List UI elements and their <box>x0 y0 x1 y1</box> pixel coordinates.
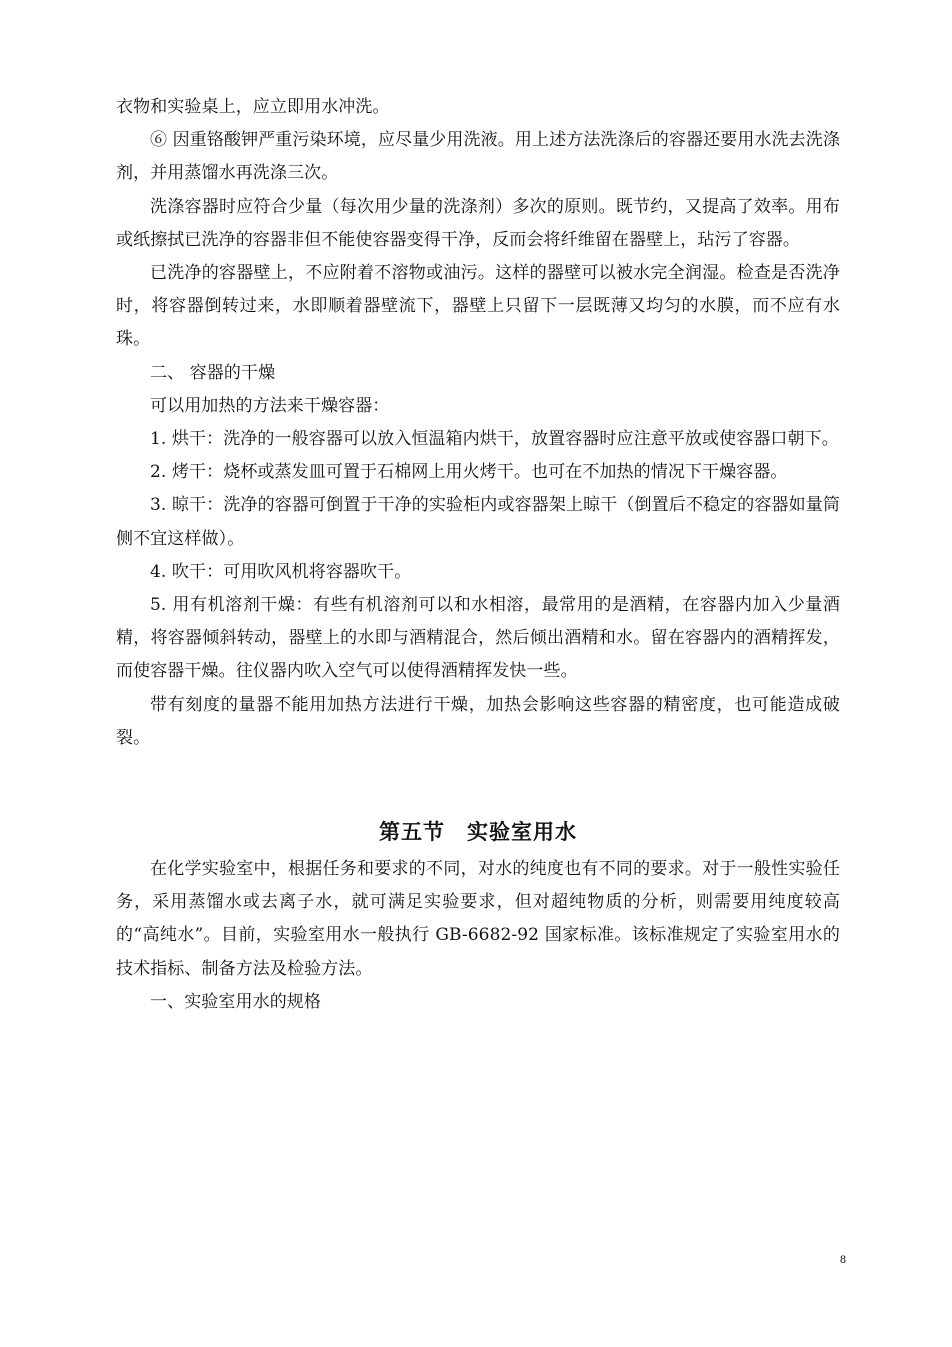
paragraph-drying-intro: 可以用加热的方法来干燥容器： <box>150 395 390 416</box>
paragraph-washing-principle: 洗涤容器时应符合少量（每次用少量的洗涤剂）多次的原则。既节约，又提高了效率。用布或纸擦拭已洗净的容器非但不能使容器变得干净，反而会将纤维留在器壁上，玷污了容器。 <box>116 196 840 250</box>
paragraph-item-6: ⑥ 因重铬酸钾严重污染环境，应尽量少用洗液。用上述方法洗涤后的容器还要用水洗去洗涤剂，并用蒸馏水再洗涤三次。 <box>116 130 840 184</box>
paragraph-solvent-dry: 5. 用有机溶剂干燥：有些有机溶剂可以和水相溶，最常用的是酒精，在容器内加入少量酒精，将容器倾斜转动，器壁上的水即与酒精混合，然后倾出酒精和水。留在容器内的酒精挥发，而使容器干燥。往仪器内吹入空气可以使得酒精挥发快一些。 <box>116 595 840 682</box>
paragraph-blow-dry: 4. 吹干：可用吹风机将容器吹干。 <box>150 561 412 582</box>
paragraph-flame-dry: 2. 烤干：烧杯或蒸发皿可置于石棉网上用火烤干。也可在不加热的情况下干燥容器。 <box>150 462 788 483</box>
subheading-container-drying: 二、 容器的干燥 <box>150 362 276 383</box>
subheading-water-spec: 一、实验室用水的规格 <box>150 991 321 1012</box>
paragraph-air-dry: 3. 晾干：洗净的容器可倒置于干净的实验柜内或容器架上晾干（倒置后不稳定的容器如量筒侧不宜这样做）。 <box>116 495 840 549</box>
paragraph-clean-check: 已洗净的容器壁上，不应附着不溶物或油污。这样的器壁可以被水完全润湿。检查是否洗净时，将容器倒转过来，水即顺着器壁流下，器壁上只留下一层既薄又均匀的水膜，而不应有水珠。 <box>116 263 840 350</box>
page-number: 8 <box>840 1252 846 1266</box>
section-title: 第五节 实验室用水 <box>379 820 577 845</box>
paragraph-lab-water-intro: 在化学实验室中，根据任务和要求的不同，对水的纯度也有不同的要求。对于一般性实验任务，采用蒸馏水或去离子水，就可满足实验要求，但对超纯物质的分析，则需要用纯度较高的“高纯水”。目前，实验室用水一般执行 GB-6682-92 国家标准。该标准规定了实验室用水的技术指标、制备方法及检验方法。 <box>116 859 840 979</box>
paragraph-oven-dry: 1. 烘干：洗净的一般容器可以放入恒温箱内烘干，放置容器时应注意平放或使容器口朝下。 <box>150 429 839 450</box>
paragraph-continuation: 衣物和实验桌上，应立即用水冲洗。 <box>116 97 390 117</box>
page-content <box>116 91 840 1019</box>
paragraph-graduated-warning: 带有刻度的量器不能用加热方法进行干燥，加热会影响这些容器的精密度，也可能造成破裂。 <box>116 694 840 748</box>
